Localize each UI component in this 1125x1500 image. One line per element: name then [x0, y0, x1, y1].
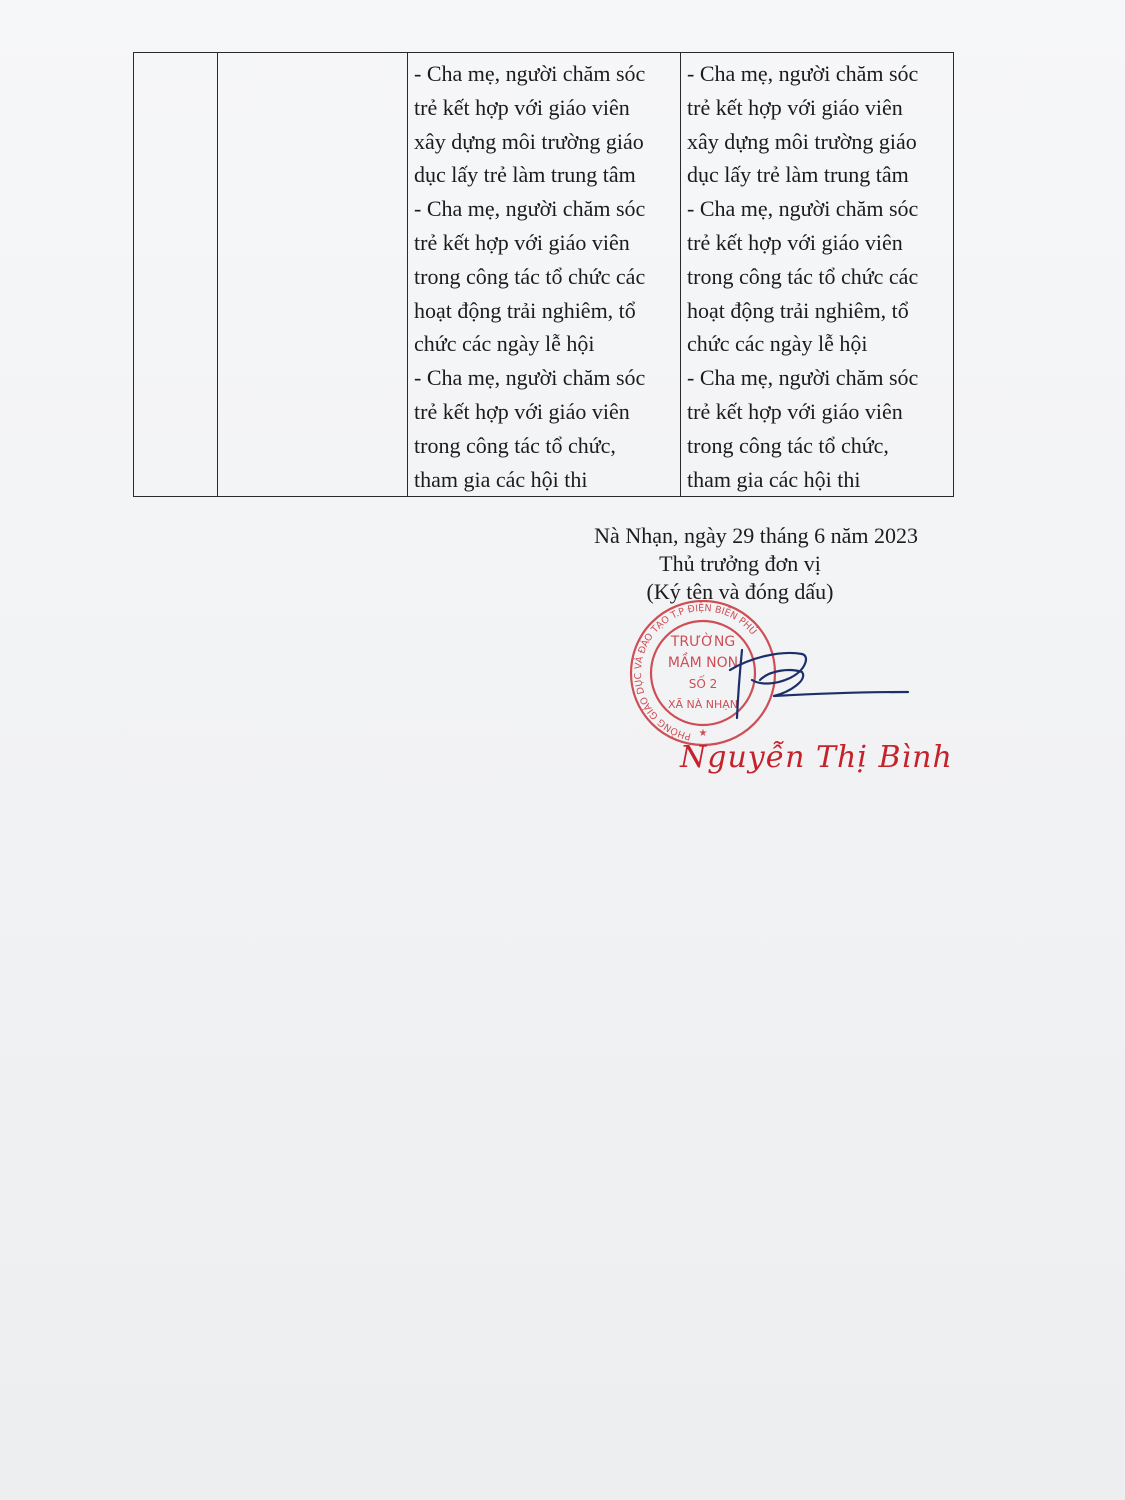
cell-line: trẻ kết hợp với giáo viên [414, 94, 630, 120]
cell-line: trẻ kết hợp với giáo viên [687, 229, 903, 255]
cell-line: - Cha mẹ, người chăm sóc [687, 61, 919, 86]
cell-line: dục lấy trẻ làm trung tâm [687, 162, 909, 188]
cell-line: dục lấy trẻ làm trung tâm [414, 162, 636, 188]
cell-line: trẻ kết hợp với giáo viên [414, 229, 630, 255]
cell-line: hoạt động trải nghiêm, tổ [414, 297, 636, 323]
cell-line: - Cha mẹ, người chăm sóc [414, 365, 646, 391]
svg-text:SỐ 2: SỐ 2 [688, 677, 718, 691]
content-table [133, 52, 954, 497]
cell-line: trẻ kết hợp với giáo viên [687, 398, 903, 424]
cell-line: - Cha mẹ, người chăm sóc [414, 61, 646, 86]
svg-text:★: ★ [698, 728, 708, 739]
cell-line: trẻ kết hợp với giáo viên [414, 398, 630, 424]
cell-line: - Cha mẹ, người chăm sóc [414, 196, 646, 222]
cell-text-lines [414, 57, 674, 496]
svg-text:PHÒNG GIÁO DỤC VÀ ĐÀO TẠO T.P: PHÒNG GIÁO DỤC VÀ ĐÀO TẠO T.P ĐIỆN BIÊN PHỦ [632, 602, 759, 742]
cell-line: tham gia các hội thi [414, 466, 588, 492]
svg-text:MẦM NON: MẦM NON [667, 655, 739, 671]
cell-line: trong công tác tổ chức, [687, 432, 889, 458]
cell-line: xây dựng môi trường giáo [414, 128, 644, 154]
cell-line: - Cha mẹ, người chăm sóc [687, 365, 919, 391]
table-cell-target [681, 53, 954, 497]
cell-line: chức các ngày lễ hội [687, 331, 868, 357]
signature-block [540, 522, 940, 606]
table-cell-current [408, 53, 681, 497]
table-cell-index [134, 53, 218, 497]
cell-line: trẻ kết hợp với giáo viên [687, 94, 903, 120]
cell-line: trong công tác tổ chức các [687, 263, 919, 289]
sign-instruction: (Ký tên và đóng dấu) [646, 579, 834, 604]
cell-line: - Cha mẹ, người chăm sóc [687, 196, 919, 222]
cell-line: chức các ngày lễ hội [414, 331, 595, 357]
signer-name: Nguyễn Thị Bình [680, 740, 953, 775]
cell-line: tham gia các hội thi [687, 466, 861, 492]
handwritten-signature [690, 640, 920, 720]
table-row [134, 53, 954, 497]
table-cell-content [218, 53, 408, 497]
svg-text:XÃ NÀ NHẠN: XÃ NÀ NHẠN [667, 698, 739, 711]
cell-line: trong công tác tổ chức các [414, 263, 646, 289]
signer-title: Thủ trưởng đơn vị [659, 551, 821, 576]
date-line: Nà Nhạn, ngày 29 tháng 6 năm 2023 [594, 523, 918, 548]
cell-line: xây dựng môi trường giáo [687, 128, 917, 154]
svg-text:TRƯỜNG: TRƯỜNG [670, 634, 736, 650]
cell-text-lines [687, 57, 947, 496]
cell-line: hoạt động trải nghiêm, tổ [687, 297, 909, 323]
cell-line: trong công tác tổ chức, [414, 432, 616, 458]
